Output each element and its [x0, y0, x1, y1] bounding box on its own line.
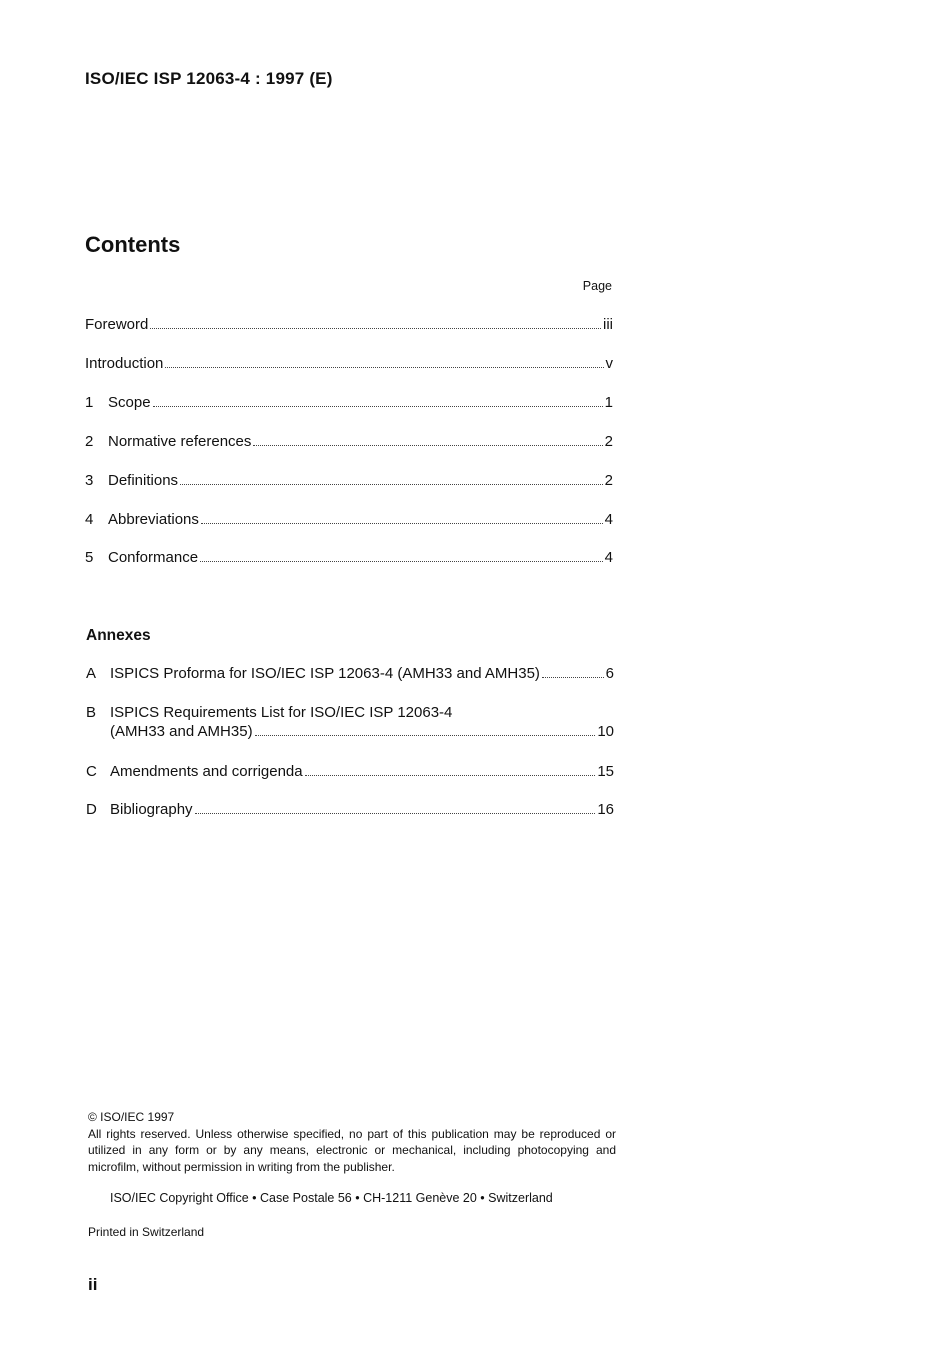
toc-number: 3: [85, 472, 94, 489]
leader-dots: [201, 513, 603, 524]
annex-entry-d[interactable]: [86, 801, 614, 821]
toc-label: Scope: [108, 394, 151, 411]
annex-page: 15: [597, 763, 614, 780]
copyright-notice: © ISO/IEC 1997: [88, 1110, 175, 1124]
annex-b-second-line: [110, 723, 614, 743]
toc-label: Foreword: [85, 316, 149, 333]
annex-label: Bibliography: [110, 801, 193, 818]
toc-label: Normative references: [108, 433, 252, 450]
annex-letter: A: [86, 665, 97, 682]
annex-page: 16: [597, 801, 614, 818]
leader-dots: [165, 357, 603, 368]
printed-in: Printed in Switzerland: [88, 1225, 205, 1239]
toc-page: v: [605, 355, 613, 372]
toc-number: 1: [85, 394, 94, 411]
toc-page: 2: [604, 433, 613, 450]
copyright-office-address: ISO/IEC Copyright Office • Case Postale 56 • CH-1211 Genève 20 • Switzerland: [110, 1191, 553, 1205]
leader-dots: [180, 474, 603, 485]
toc-entry-normative-references[interactable]: [85, 433, 613, 453]
toc-number: 4: [85, 511, 94, 528]
annex-page: 6: [605, 665, 614, 682]
annex-entry-a[interactable]: [86, 665, 614, 685]
toc-page: 2: [604, 472, 613, 489]
toc-label: Conformance: [108, 549, 199, 566]
toc-number: 5: [85, 549, 94, 566]
annex-label: ISPICS Proforma for ISO/IEC ISP 12063-4 (AMH33 and AMH35): [110, 665, 540, 682]
leader-dots: [153, 396, 603, 407]
page-number: ii: [88, 1275, 98, 1294]
toc-page: iii: [603, 316, 613, 333]
toc-entry-definitions[interactable]: [85, 472, 613, 492]
annex-page: 10: [597, 723, 614, 740]
contents-title: Contents: [85, 232, 181, 257]
toc-entry-abbreviations[interactable]: [85, 511, 613, 531]
annex-letter: C: [86, 763, 97, 780]
leader-dots: [255, 725, 596, 736]
leader-dots: [195, 803, 596, 814]
annex-letter: B: [86, 704, 97, 721]
leader-dots: [305, 765, 596, 776]
toc-label: Definitions: [108, 472, 179, 489]
leader-dots: [200, 551, 603, 562]
toc-page: 4: [604, 549, 613, 566]
document-header: ISO/IEC ISP 12063-4 : 1997 (E): [85, 69, 333, 88]
toc-entry-introduction[interactable]: [85, 355, 613, 375]
annex-label: ISPICS Requirements List for ISO/IEC ISP 12063-4: [110, 704, 453, 721]
annexes-heading: Annexes: [86, 627, 151, 644]
toc-entry-conformance[interactable]: [85, 549, 613, 569]
annex-label: Amendments and corrigenda: [110, 763, 303, 780]
annex-entry-b[interactable]: [86, 704, 614, 744]
leader-dots: [542, 667, 604, 678]
toc-label: Introduction: [85, 355, 164, 372]
copyright-block: [88, 1109, 616, 1175]
leader-dots: [150, 318, 601, 329]
toc-entry-foreword[interactable]: [85, 316, 613, 336]
toc-entry-scope[interactable]: [85, 394, 613, 414]
page-column-label: Page: [582, 279, 612, 293]
annex-letter: D: [86, 801, 97, 818]
leader-dots: [253, 435, 602, 446]
annex-label-continued: (AMH33 and AMH35): [110, 723, 253, 740]
annex-entry-c[interactable]: [86, 763, 614, 783]
toc-label: Abbreviations: [108, 511, 199, 528]
rights-statement: All rights reserved. Unless otherwise specified, no part of this publication may be reproduced or utilized in any form or by any means, electronic or mechanical, including photocopying and microfilm, without permission in writing from the publisher.: [88, 1126, 616, 1174]
toc-number: 2: [85, 433, 94, 450]
annex-b-first-line: [86, 704, 614, 724]
toc-page: 4: [604, 511, 613, 528]
toc-page: 1: [604, 394, 613, 411]
